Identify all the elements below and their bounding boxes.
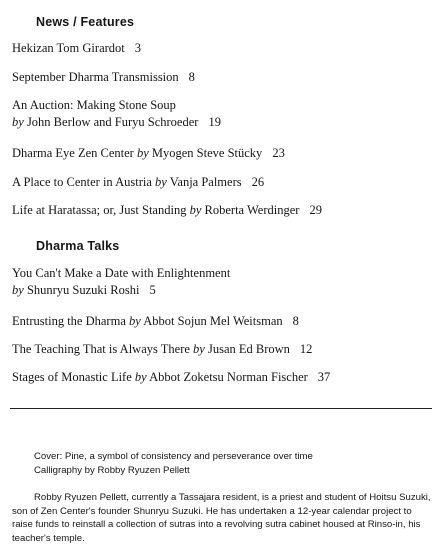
toc-entry (12, 145, 285, 162)
entry-page: 26 (251, 175, 265, 189)
entry-author: Roberta Werdinger (204, 203, 300, 217)
entry-page: 3 (134, 41, 142, 55)
entry-by: by (155, 175, 167, 189)
entry-title: Dharma Eye Zen Center (12, 146, 134, 160)
entry-title: The Teaching That is Always There (12, 342, 190, 356)
cover-caption-line: Cover: Pine, a symbol of consistency and perseverance over time (34, 451, 313, 462)
news-features-heading: News / Features (36, 15, 135, 29)
entry-page: 23 (272, 146, 285, 160)
artist-bio (12, 491, 432, 545)
entry-by: by (129, 314, 141, 328)
entry-by: by (136, 146, 149, 160)
toc-entry (12, 174, 264, 191)
entry-title: Hekizan Tom Girardot (12, 41, 125, 55)
artist-bio-text: Robby Ryuzen Pellett, currently a Tassajara resident, is a priest and student of Hoitsu Suzuki, son of Zen Center's founder Shunryu Suzuki. He has undertaken a 12-year calendar project to raise funds to reinstall a collection of sutras into a revolving sutra cabinet housed at Rinso-in, his teacher's temple. (12, 492, 431, 544)
entry-author: Jusan Ed Brown (207, 342, 290, 356)
dharma-talks-heading: Dharma Talks (36, 239, 120, 253)
toc-entry (12, 369, 330, 386)
entry-page: 8 (292, 314, 299, 328)
entry-author: Abbot Sojun Mel Weitsman (143, 314, 283, 328)
cover-caption (34, 450, 313, 478)
toc-entry (12, 341, 312, 358)
entry-page: 19 (208, 115, 221, 129)
entry-title: Life at Haratassa; or, Just Standing (12, 203, 187, 217)
divider-rule (10, 408, 432, 409)
entry-page: 12 (299, 342, 313, 356)
entry-author: Vanja Palmers (169, 175, 242, 189)
entry-author: Shunryu Suzuki Roshi (26, 283, 140, 297)
entry-author: Myogen Steve Stücky (151, 146, 263, 160)
toc-entry (12, 40, 141, 57)
entry-title: A Place to Center in Austria (12, 175, 152, 189)
entry-title: Stages of Monastic Life (12, 370, 132, 384)
calligraphy-credit: Calligraphy by Robby Ryuzen Pellett (34, 465, 190, 476)
entry-page: 37 (317, 370, 331, 384)
entry-by: by (12, 115, 24, 129)
entry-by: by (12, 283, 24, 297)
entry-author: Abbot Zoketsu Norman Fischer (149, 370, 308, 384)
entry-title: Entrusting the Dharma (12, 314, 126, 328)
entry-title: September Dharma Transmission (12, 70, 179, 84)
entry-title: You Can't Make a Date with Enlightenment (12, 266, 231, 280)
toc-entry (12, 202, 322, 219)
entry-title: An Auction: Making Stone Soup (12, 98, 176, 112)
entry-page: 8 (188, 70, 195, 84)
toc-entry (12, 69, 195, 86)
entry-page: 29 (309, 203, 322, 217)
entry-by: by (189, 203, 202, 217)
entry-by: by (193, 342, 205, 356)
toc-entry (12, 265, 230, 299)
entry-author: John Berlow and Furyu Schroeder (26, 115, 199, 129)
entry-page: 5 (149, 283, 156, 297)
toc-entry (12, 313, 299, 330)
toc-entry (12, 97, 221, 131)
entry-by: by (134, 370, 147, 384)
